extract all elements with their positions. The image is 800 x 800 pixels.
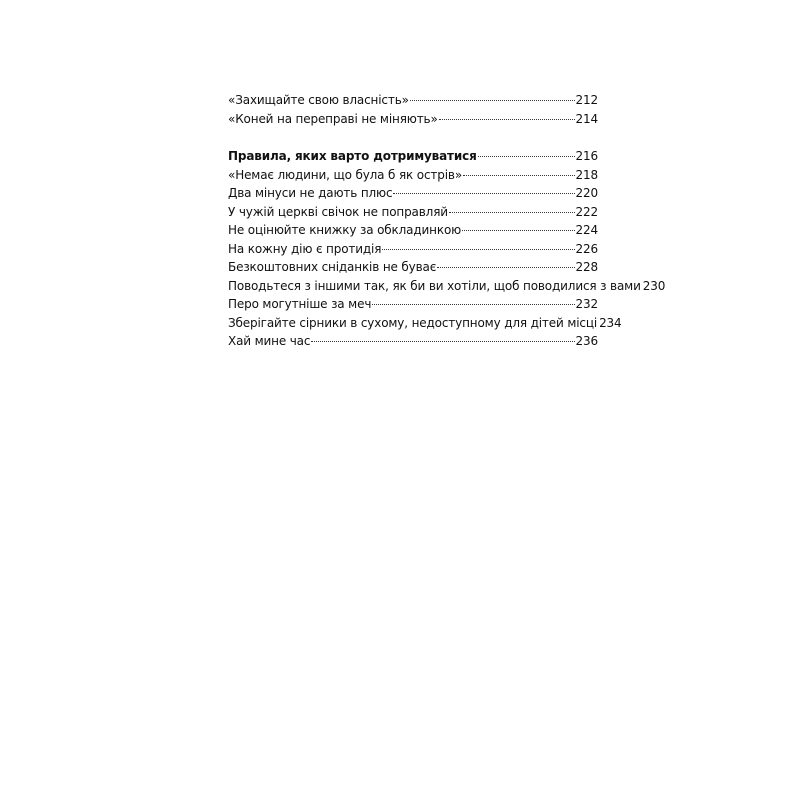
toc-entry[interactable] — [228, 168, 598, 187]
toc-entry-title: «Захищайте свою власність» — [228, 93, 409, 107]
toc-entry-page: 228 — [575, 260, 598, 274]
toc-entry-title: На кожну дію є протидія — [228, 241, 382, 256]
toc-section-heading[interactable] — [228, 149, 598, 168]
dot-leader — [449, 212, 575, 213]
toc-entry[interactable] — [228, 278, 666, 298]
toc-entry-title: Перо могутніше за меч — [228, 297, 372, 311]
toc-entry-title: Поводьтеся з іншими так, як би ви хотіли, щоб поводилися з вами — [228, 278, 641, 293]
toc-entry[interactable] — [228, 242, 598, 261]
toc-entry-page: 218 — [575, 167, 598, 182]
toc-entry-page: 234 — [599, 315, 622, 330]
toc-entry-title: Не оцінюйте книжку за обкладинкою — [228, 223, 462, 237]
toc-entry-page: 236 — [575, 334, 598, 348]
toc-entry-title: Два мінуси не дають плюс — [228, 186, 393, 200]
toc-entry[interactable] — [228, 93, 598, 112]
toc-entry[interactable] — [228, 205, 598, 224]
dot-leader — [311, 341, 574, 342]
toc-entry[interactable] — [228, 186, 598, 205]
section-spacer — [228, 130, 598, 149]
toc-entry-title: У чужій церкві свічок не поправляй — [228, 204, 448, 219]
dot-leader — [439, 119, 575, 120]
toc-entry-title: Безкоштовних сніданків не буває — [228, 260, 437, 274]
toc-entry-title: «Коней на переправі не міняють» — [228, 111, 438, 126]
dot-leader — [437, 267, 574, 268]
toc-entry-page: 232 — [575, 297, 598, 311]
toc-entry-title: «Немає людини, що була б як острів» — [228, 167, 463, 182]
toc-entry[interactable] — [228, 112, 598, 131]
dot-leader — [372, 304, 574, 305]
table-of-contents — [228, 93, 666, 353]
toc-entry[interactable] — [228, 223, 598, 242]
toc-entry-title: Зберігайте сірники в сухому, недоступному для дітей місці — [228, 315, 598, 330]
dot-leader — [478, 156, 575, 157]
dot-leader — [462, 230, 574, 231]
dot-leader — [463, 175, 574, 176]
toc-section-page: 216 — [575, 149, 598, 163]
toc-entry-page: 226 — [575, 241, 598, 256]
toc-entry[interactable] — [228, 297, 598, 316]
toc-section-title: Правила, яких варто дотримуватися — [228, 149, 477, 163]
toc-entry[interactable] — [228, 260, 598, 279]
toc-entry-page: 212 — [575, 93, 598, 107]
toc-entry-page: 214 — [575, 111, 598, 126]
toc-entry-page: 220 — [575, 186, 598, 200]
dot-leader — [393, 193, 574, 194]
toc-entry-page: 222 — [575, 204, 598, 219]
toc-entry-page: 230 — [642, 278, 666, 293]
dot-leader — [410, 100, 575, 101]
dot-leader — [382, 249, 574, 250]
toc-entry-title: Хай мине час — [228, 334, 311, 348]
toc-entry-page: 224 — [575, 223, 598, 237]
toc-entry[interactable] — [228, 315, 622, 335]
toc-entry[interactable] — [228, 334, 598, 353]
